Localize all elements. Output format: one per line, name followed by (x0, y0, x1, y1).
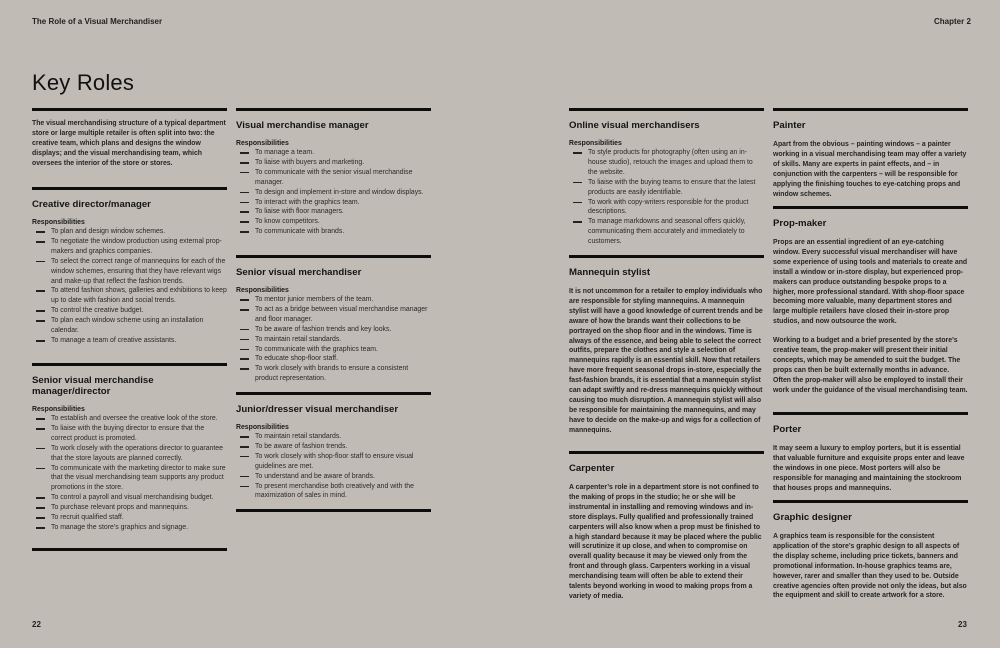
responsibilities-label: Responsibilities (569, 140, 622, 147)
responsibilities-label: Responsibilities (236, 287, 289, 294)
responsibilities-label: Responsibilities (32, 219, 85, 226)
dash-bullet-icon (240, 329, 249, 331)
section-junior-vm (236, 392, 431, 501)
responsibility-item (569, 198, 764, 218)
responsibility-item (236, 158, 431, 168)
responsibility-text: To purchase relevant props and mannequins. (51, 504, 189, 512)
responsibility-item (32, 493, 227, 503)
dash-bullet-icon (36, 320, 45, 322)
section-rule (569, 255, 764, 258)
responsibility-text: To liaise with buyers and marketing. (255, 158, 365, 166)
dash-bullet-icon (240, 202, 249, 204)
section-title: Visual merchandise manager (236, 120, 369, 131)
responsibility-text: To select the correct range of mannequins for each of the window schemes, ensuring that they have relevant wigs and make-up that reflect the fashion trends. (51, 257, 226, 285)
section-title: Painter (773, 120, 806, 131)
responsibility-item (569, 178, 764, 198)
dash-bullet-icon (240, 476, 249, 478)
responsibility-text: To establish and oversee the creative look of the store. (51, 415, 218, 422)
section-graphic-designer (773, 500, 968, 601)
dash-bullet-icon (36, 448, 45, 450)
responsibility-item (32, 464, 227, 494)
body-paragraph: Apart from the obvious – painting windows – a painter working in a visual merchandising team may offer a variety of skills. Many are experts in paint effects, and – in conjunction with the carpenters – will be responsible for applying the finishing touches to eye-catching props and window schemes. (773, 141, 967, 198)
dash-bullet-icon (36, 468, 45, 470)
responsibility-text: To liaise with floor managers. (255, 208, 344, 216)
dash-bullet-icon (240, 221, 249, 223)
responsibility-text: To manage a team. (255, 149, 314, 156)
section-rule (236, 255, 431, 258)
section-title: Porter (773, 424, 802, 435)
dash-bullet-icon (240, 446, 249, 448)
responsibility-text: To recruit qualified staff. (51, 514, 124, 522)
body-paragraph: A carpenter’s role in a department store is not confined to the making of props in the studio; he or she will be instrumental in installing and removing windows and in-store displays. Fully qualified and professionally trained carpenters will also know when a prop must be finished to a high standard because it may be placed where the public will scrutinize it up close, and when to compromise on overall quality because it may be viewed only from the front and through glass. Carpenters working in a visual merchandising team will often be able to extend their talents beyond working in wood to making props from a variety of media. (569, 484, 762, 600)
section-body (569, 483, 764, 602)
responsibility-item (569, 148, 764, 178)
responsibility-item (236, 168, 431, 188)
responsibility-text: To be aware of fashion trends and key looks. (255, 325, 392, 333)
responsibility-item (32, 444, 227, 464)
dash-bullet-icon (36, 290, 45, 292)
section-prop-maker (773, 206, 968, 396)
responsibility-text: To manage markdowns and seasonal offers quickly, communicating them accurately and immediately to customers. (588, 218, 746, 246)
responsibility-text: To communicate with the senior visual merchandise manager. (255, 168, 413, 186)
running-head-right: Chapter 2 (934, 17, 971, 26)
responsibility-item (236, 482, 431, 502)
section-rule (236, 509, 431, 512)
responsibility-item (236, 198, 431, 208)
section-creative-director (32, 187, 227, 346)
dash-bullet-icon (240, 309, 249, 311)
responsibility-item (236, 335, 431, 345)
section-body (773, 532, 968, 601)
section-rule (569, 108, 764, 111)
section-title: Mannequin stylist (569, 267, 651, 278)
responsibility-item (236, 452, 431, 472)
responsibility-text: To communicate with brands. (255, 228, 345, 236)
responsibility-text: To liaise with the buying teams to ensure that the latest products are easily identifiable. (588, 178, 756, 196)
responsibility-item (236, 442, 431, 452)
responsibility-item (32, 336, 227, 346)
responsibility-item (236, 325, 431, 335)
page-number-left: 22 (32, 620, 41, 629)
section-porter (773, 412, 968, 494)
dash-bullet-icon (240, 358, 249, 360)
responsibility-item (236, 207, 431, 217)
section-rule (773, 206, 968, 209)
dash-bullet-icon (36, 231, 45, 233)
responsibility-item (236, 432, 431, 442)
responsibility-text: To control the creative budget. (51, 307, 144, 315)
dash-bullet-icon (36, 340, 45, 342)
body-paragraph: A graphics team is responsible for the consistent application of the store’s graphic design to all aspects of the display scheme, including price tickets, banners and promotional information. In-house graphics teams are, however, rarer and smaller than they used to be. Outside creative agencies often provide not only the ideas, but also the equipment and skill to create artwork for a store. (773, 533, 967, 600)
section-rule (236, 392, 431, 395)
responsibilities-list (569, 148, 764, 247)
section-title: Carpenter (569, 463, 615, 474)
dash-bullet-icon (240, 211, 249, 213)
section-title: Online visual merchandisers (569, 120, 700, 131)
dash-bullet-icon (240, 368, 249, 370)
responsibility-text: To design and implement in-store and window displays. (255, 188, 424, 196)
responsibilities-label: Responsibilities (236, 140, 289, 147)
responsibility-text: To negotiate the window production using external prop-makers and graphics companies. (51, 237, 222, 255)
responsibility-item (32, 286, 227, 306)
section-body (773, 238, 968, 396)
responsibility-text: To educate shop-floor staff. (255, 355, 338, 363)
responsibility-text: To work closely with brands to ensure a consistent product representation. (255, 365, 409, 383)
dash-bullet-icon (573, 182, 582, 184)
responsibilities-list (236, 148, 431, 237)
dash-bullet-icon (240, 486, 249, 488)
responsibility-item (236, 217, 431, 227)
dash-bullet-icon (240, 456, 249, 458)
responsibility-text: To communicate with the marketing director to make sure that the visual merchandising team supports any product promotions in the store. (51, 464, 226, 492)
section-rule (569, 451, 764, 454)
dash-bullet-icon (240, 172, 249, 174)
section-carpenter (569, 451, 764, 602)
responsibility-item (236, 354, 431, 364)
responsibility-text: To style products for photography (often using an in-house studio), retouch the images and upload them to the website. (588, 149, 753, 176)
responsibility-item (32, 316, 227, 336)
responsibility-item (32, 523, 227, 533)
dash-bullet-icon (36, 527, 45, 529)
responsibilities-list (236, 295, 431, 384)
responsibility-text: To communicate with the graphics team. (255, 345, 378, 353)
responsibility-text: To interact with the graphics team. (255, 198, 360, 206)
section-rule (32, 363, 227, 366)
dash-bullet-icon (36, 517, 45, 519)
responsibility-item (32, 513, 227, 523)
dash-bullet-icon (240, 436, 249, 438)
page-number-right: 23 (958, 620, 967, 629)
responsibility-item (236, 364, 431, 384)
body-paragraph: Props are an essential ingredient of an eye-catching window. Every successful visual merchandiser will have some experience of using tools and materials to create and install a window or in-store display, but experienced prop-makers can produce outstanding bespoke props to a higher, more professional standard. With shop-floor space becoming more valuable, many department stores and large multiple retailers have closed their in-store prop studios, and now outsource the work. (773, 239, 968, 326)
dash-bullet-icon (240, 231, 249, 233)
responsibility-item (32, 414, 227, 424)
responsibilities-label: Responsibilities (32, 406, 85, 413)
responsibility-text: To be aware of fashion trends. (255, 442, 348, 450)
dash-bullet-icon (240, 299, 249, 301)
responsibility-text: To plan and design window schemes. (51, 228, 166, 235)
responsibility-item (236, 227, 431, 237)
intro-section (32, 108, 227, 169)
responsibilities-list (32, 414, 227, 533)
responsibility-item (32, 257, 227, 287)
responsibility-text: To maintain retail standards. (255, 335, 342, 343)
responsibility-text: To plan each window scheme using an installation calendar. (51, 317, 204, 335)
responsibility-item (236, 295, 431, 305)
dash-bullet-icon (573, 221, 582, 223)
section-title: Senior visual merchandise manager/director (32, 375, 154, 397)
responsibility-text: To maintain retail standards. (255, 433, 342, 440)
responsibility-item (32, 237, 227, 257)
responsibility-item (236, 472, 431, 482)
responsibility-text: To know competitors. (255, 218, 320, 226)
dash-bullet-icon (36, 261, 45, 263)
section-rule (773, 500, 968, 503)
dash-bullet-icon (240, 152, 249, 154)
responsibility-text: To control a payroll and visual merchandising budget. (51, 494, 214, 502)
dash-bullet-icon (36, 310, 45, 312)
page-title: Key Roles (32, 70, 135, 95)
section-title: Creative director/manager (32, 199, 151, 210)
dash-bullet-icon (36, 497, 45, 499)
section-senior-vm (236, 255, 431, 384)
section-painter (773, 108, 968, 199)
responsibility-item (569, 217, 764, 247)
responsibility-item (32, 424, 227, 444)
section-rule (32, 108, 227, 111)
body-paragraph: It is not uncommon for a retailer to employ individuals who are responsible for styling mannequins. A mannequin stylist will have a good knowledge of current trends and be aware of how the brands want their collections to be portrayed on the shop floor and in the windows. Time is always of the essence, and being able to select the correct outfits, prepare the clothes and style a selection of mannequins rapidly is an essential skill. Now that retailers have more frequent seasonal drops in-store, especially the fast-fashion brands, it is essential that a mannequin stylist can adapt swiftly and re-dress mannequins quickly without causing too much disruption. A mannequin stylist will also be responsible for maintaining the mannequins, and may have to decide on the make-up and wigs for a collection of mannequins. (569, 288, 763, 434)
dash-bullet-icon (240, 349, 249, 351)
responsibility-item (236, 345, 431, 355)
responsibility-item (32, 306, 227, 316)
dash-bullet-icon (240, 339, 249, 341)
responsibilities-list (236, 432, 431, 501)
section-rule (236, 108, 431, 111)
responsibility-text: To work closely with the operations director to guarantee that the store layouts are planned correctly. (51, 444, 223, 462)
responsibilities-label: Responsibilities (236, 424, 289, 431)
section-body (773, 140, 968, 199)
section-mannequin-stylist (569, 255, 764, 436)
responsibilities-list (32, 227, 227, 346)
responsibility-item (236, 305, 431, 325)
responsibility-text: To mentor junior members of the team. (255, 296, 374, 303)
responsibility-text: To work closely with shop-floor staff to ensure visual guidelines are met. (255, 452, 414, 470)
dash-bullet-icon (240, 162, 249, 164)
dash-bullet-icon (36, 418, 45, 420)
responsibility-text: To manage the store’s graphics and signage. (51, 523, 189, 531)
responsibility-text: To understand and be aware of brands. (255, 472, 375, 480)
dash-bullet-icon (573, 202, 582, 204)
section-rule (32, 187, 227, 190)
section-title: Graphic designer (773, 512, 852, 523)
dash-bullet-icon (240, 192, 249, 194)
section-rule (773, 108, 968, 111)
body-paragraph: Working to a budget and a brief presented by the store’s creative team, the prop-maker will present their initial concepts, which may be amended to suit the budget. The props can then be built externally months in advance. Often the prop-maker will also be employed to install their work under the guidance of the visual merchandising team. (773, 337, 968, 394)
dash-bullet-icon (573, 152, 582, 154)
responsibility-text: To act as a bridge between visual merchandise manager and floor manager. (255, 305, 428, 323)
responsibility-item (236, 148, 431, 158)
section-rule (32, 548, 227, 551)
section-body (773, 444, 968, 494)
responsibility-item (32, 503, 227, 513)
section-title: Junior/dresser visual merchandiser (236, 404, 399, 415)
intro-paragraph: The visual merchandising structure of a typical department store or large multiple retailer is often split into two: the creative team, which plans and designs the window displays; and the visual merchandising team, which oversees the interior of the store or stores. (32, 120, 226, 167)
section-title: Senior visual merchandiser (236, 267, 362, 278)
section-rule (773, 412, 968, 415)
responsibility-text: To work with copy-writers responsible for the product descriptions. (588, 198, 749, 216)
responsibility-text: To manage a team of creative assistants. (51, 336, 177, 344)
section-title: Prop-maker (773, 218, 827, 229)
running-head-left: The Role of a Visual Merchandiser (32, 17, 163, 26)
dash-bullet-icon (36, 241, 45, 243)
section-senior-vm-manager (32, 363, 227, 533)
responsibility-item (236, 188, 431, 198)
section-body (569, 287, 764, 436)
responsibility-text: To present merchandise both creatively and with the maximization of sales in mind. (255, 482, 414, 500)
body-paragraph: It may seem a luxury to employ porters, but it is essential that valuable furniture and exquisite props enter and leave the windows in one piece. Most porters will also be responsible for managing and maintaining the stockroom that houses props and mannequins. (773, 445, 965, 492)
dash-bullet-icon (36, 507, 45, 509)
responsibility-text: To attend fashion shows, galleries and exhibitions to keep up to date with fashion and social trends. (51, 287, 227, 305)
section-vm-manager (236, 108, 431, 237)
section-online-vm (569, 108, 764, 247)
dash-bullet-icon (36, 428, 45, 430)
responsibility-item (32, 227, 227, 237)
responsibility-text: To liaise with the buying director to ensure that the correct product is promoted. (51, 424, 205, 442)
